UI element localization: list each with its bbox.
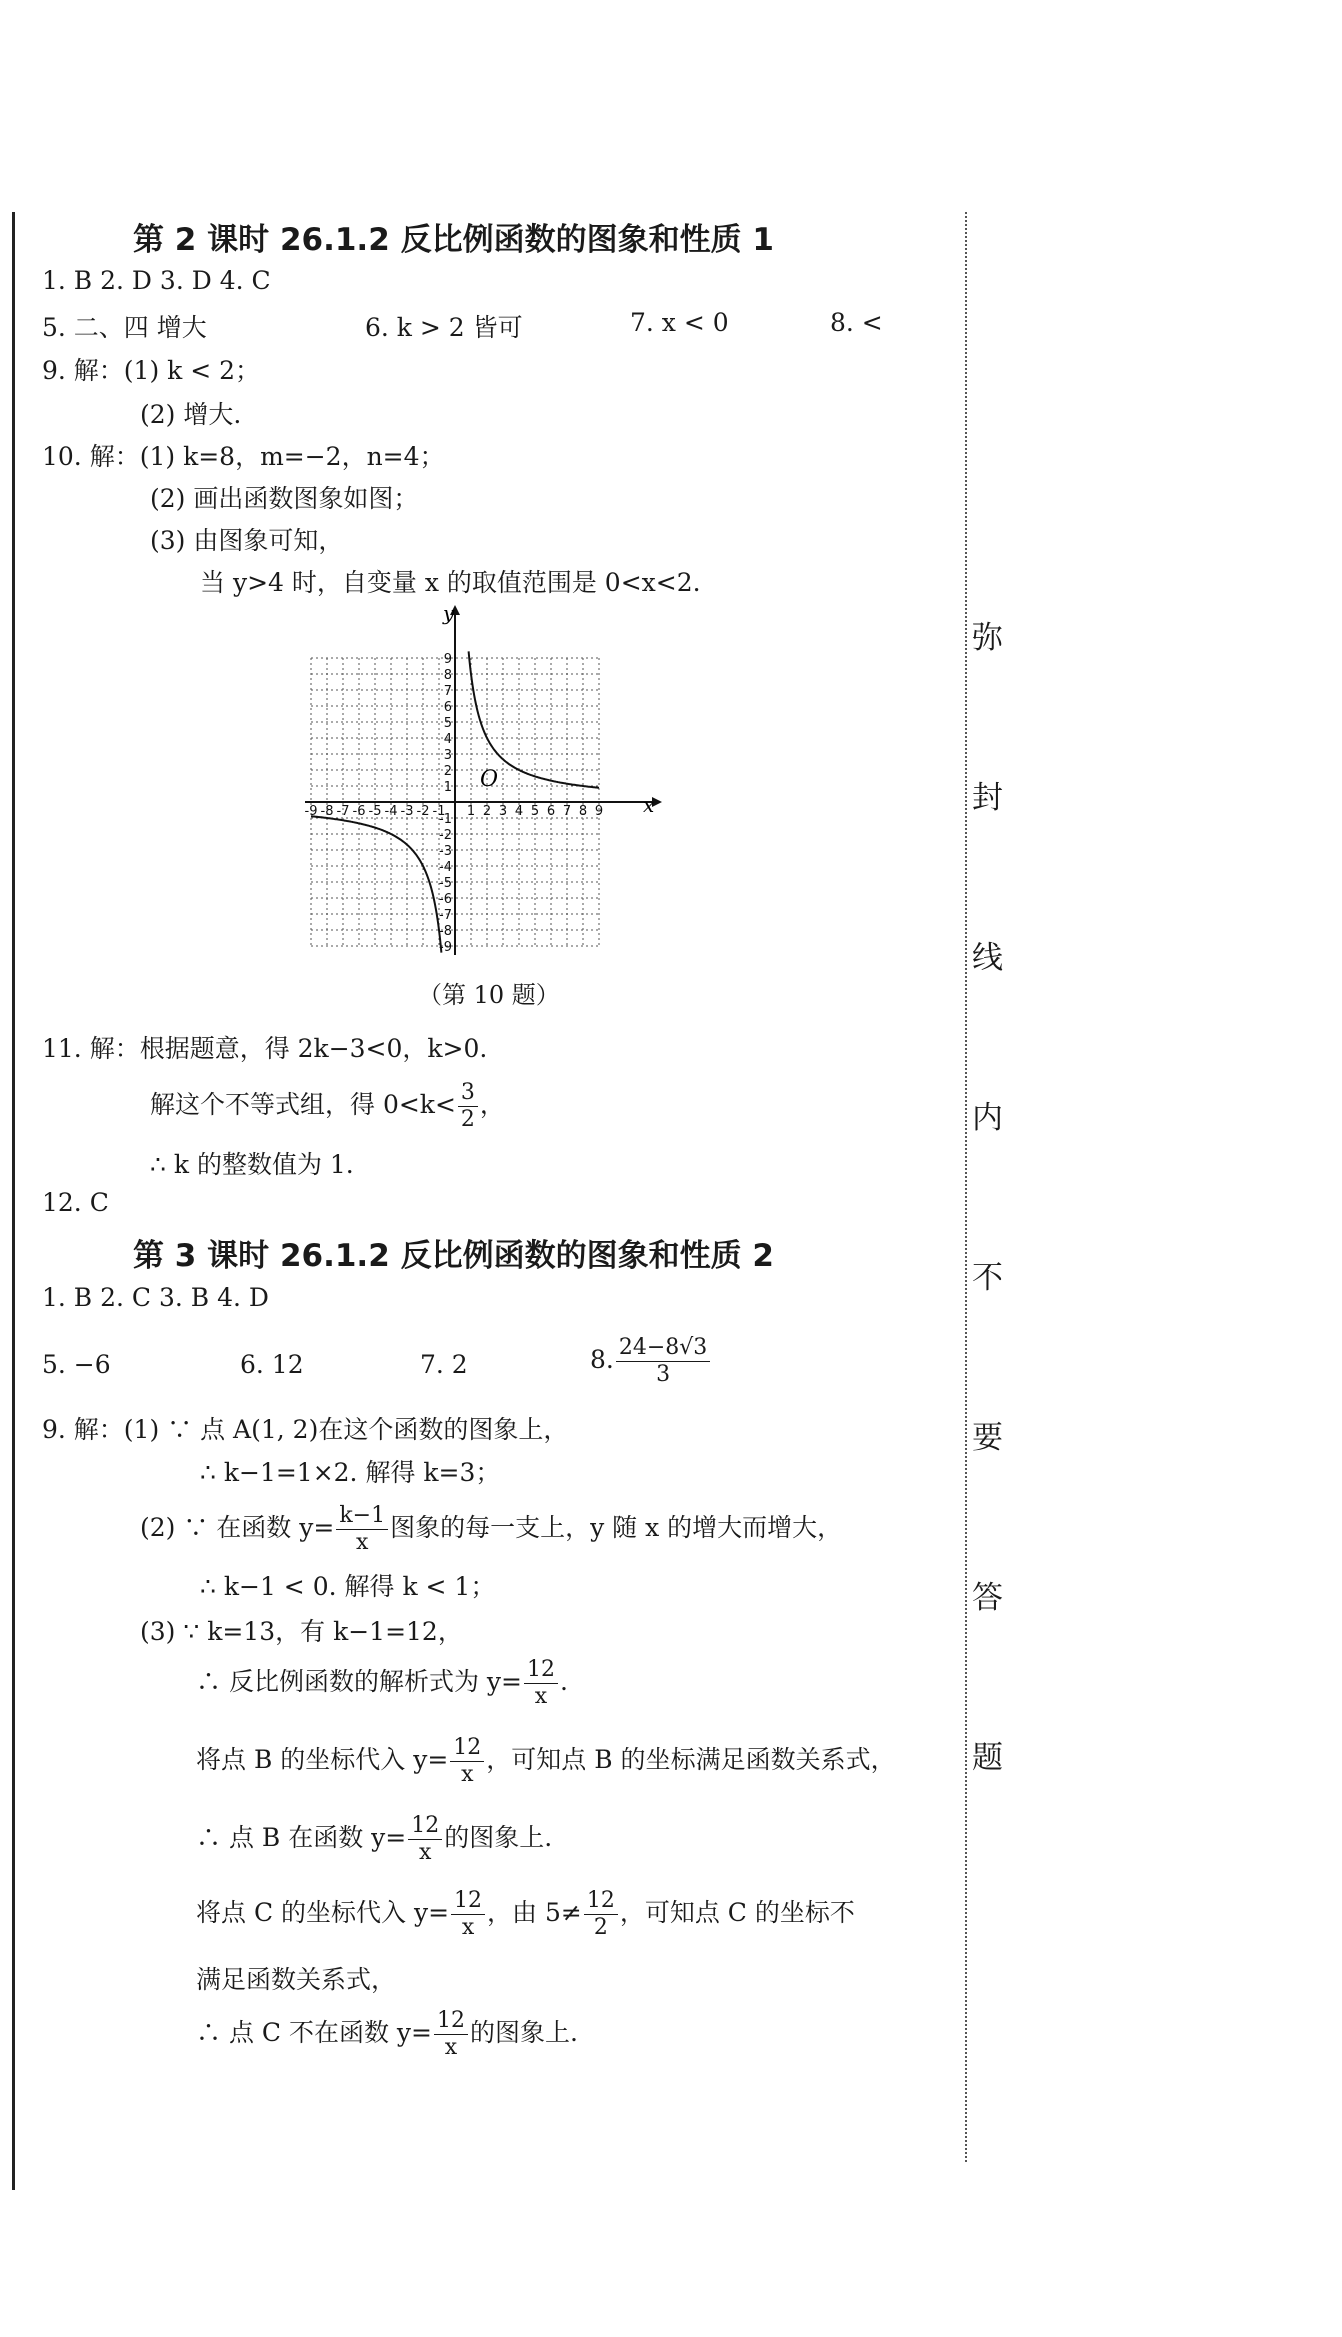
s2-q9-line6 [196,1657,568,1710]
s2-q9-line4: ∴ k−1 < 0. 解得 k < 1； [200,1572,496,1601]
s2-q9-line11-pre: ∴ 点 C 不在函数 y= [196,2018,432,2047]
reciprocal-function-graph [300,600,670,965]
q11-comma: ， [479,1090,505,1119]
y-tick-label: 6 [443,700,452,715]
x-tick-label: 1 [466,804,476,819]
x-tick-label: -4 [384,804,398,819]
y-tick-label: -1 [439,812,452,827]
x-tick-label: 5 [530,804,540,819]
x-tick-label: 9 [594,804,604,819]
s2-q9-line8-post: 的图象上. [444,1823,553,1852]
s2-q9-part3: (3) ∵ k=13，有 k−1=12， [140,1617,463,1646]
s2-answer-6: 6. 12 [240,1350,304,1379]
x-tick-label: -3 [400,804,414,819]
x-tick-label: 8 [578,804,588,819]
side-char-2: 封 [972,780,1003,816]
s2-q9-line9-post: ，可知点 C 的坐标不 [619,1898,855,1927]
side-char-5: 不 [972,1260,1003,1296]
x-tick-label: -8 [320,804,334,819]
s2-answer-7: 7. 2 [420,1350,468,1379]
s2-q9-line11 [196,2008,578,2061]
s2-q9-part2-pre: (2) ∵ 在函数 y= [140,1513,335,1542]
s2-q9-part1: 9. 解：(1) ∵ 点 A(1, 2)在这个函数的图象上， [42,1415,569,1444]
s2-q9-line6-num: 12 [524,1657,558,1684]
y-tick-label: -7 [439,908,452,923]
x-tick-label: -7 [336,804,350,819]
y-tick-label: 1 [443,780,452,795]
q11-text: 解这个不等式组，得 0<k< [150,1090,456,1119]
side-char-3: 线 [972,940,1003,976]
s2-q9-line6-fraction [524,1657,558,1710]
s2-q9-part2-num: k−1 [336,1503,388,1530]
s2-q9-line8 [196,1813,552,1866]
y-tick-label: -8 [439,924,452,939]
s2-q9-line9-den1: x [461,1915,475,1940]
q10-answer: 当 y>4 时，自变量 x 的取值范围是 0<x<2. [200,568,701,597]
x-tick-label: 7 [562,804,572,819]
x-tick-label: -9 [304,804,318,819]
s2-q9-line9-pre: 将点 C 的坐标代入 y= [196,1898,450,1927]
s2-q9-part2-fraction [336,1503,388,1556]
y-tick-label: 2 [443,764,452,779]
y-axis-label: y [443,601,455,625]
y-tick-label: -4 [439,860,452,875]
x-tick-label: -2 [416,804,430,819]
s2-q9-line7-post: ，可知点 B 的坐标满足函数关系式， [486,1745,896,1774]
s2-answers-1-4: 1. B 2. C 3. B 4. D [42,1283,269,1312]
s2-q9-part2-post: 图象的每一支上，y 随 x 的增大而增大， [390,1513,843,1542]
x-tick-label: -5 [368,804,382,819]
s2-q9-line9 [196,1888,855,1941]
y-tick-label: -3 [439,844,452,859]
s2-q9-line9-fraction2 [584,1888,618,1941]
s2-q9-line11-num: 12 [434,2008,468,2035]
s2-answer-5: 5. −6 [42,1350,111,1379]
s2-q9-line7-pre: 将点 B 的坐标代入 y= [196,1745,449,1774]
s2-q9-line6-den: x [534,1684,548,1709]
s2-q9-line7-num: 12 [450,1735,484,1762]
s2-q9-line11-fraction [434,2008,468,2061]
s2-q9-line6-post: . [559,1667,568,1696]
q11-fraction [458,1080,478,1133]
q10-part1: 10. 解：(1) k=8，m=−2，n=4； [42,442,445,471]
y-tick-label: 3 [443,748,452,763]
s2-answer-8-num: 24−8√3 [616,1335,710,1362]
x-tick-label: 2 [482,804,492,819]
s2-q9-line8-fraction [408,1813,442,1866]
section-title-2: 第 3 课时 26.1.2 反比例函数的图象和性质 2 [133,1238,774,1274]
s2-q9-line9-num2: 12 [584,1888,618,1915]
s2-q9-line8-pre: ∴ 点 B 在函数 y= [196,1823,407,1852]
s2-q9-line9-fraction1 [451,1888,485,1941]
q11-denominator: 2 [460,1107,475,1132]
q11-part2 [150,1080,505,1133]
hyperbola-branch-q3 [311,816,441,952]
q10-part3: (3) 由图象可知， [150,526,344,555]
s2-q9-line7 [196,1735,896,1788]
x-axis-label: x [643,793,655,817]
y-tick-label: 9 [443,652,452,667]
s2-q9-line9-mid: ，由 5≠ [487,1898,582,1927]
s2-q9-line9-num1: 12 [451,1888,485,1915]
q11-part1: 11. 解：根据题意，得 2k−3<0，k>0. [42,1034,488,1063]
s2-answer-8-label: 8. [590,1345,614,1374]
s2-q9-part2 [140,1503,842,1556]
s2-q9-line10: 满足函数关系式， [196,1965,397,1994]
q11-numerator: 3 [458,1080,478,1107]
section-title-1: 第 2 课时 26.1.2 反比例函数的图象和性质 1 [133,222,774,258]
y-tick-label: -9 [439,940,452,955]
s2-q9-line8-den: x [419,1840,432,1865]
s2-q9-part2-den: x [356,1530,369,1555]
q10-part2: (2) 画出函数图象如图； [150,484,419,513]
origin-label: O [480,767,499,792]
s2-q9-line9-den2: 2 [593,1915,608,1940]
y-tick-label: -6 [439,892,452,907]
s2-q9-line7-den: x [461,1762,474,1787]
q9-part1: 9. 解：(1) k < 2； [42,356,261,385]
s2-answer-8 [590,1335,712,1388]
s2-q9-line11-den: x [444,2035,458,2060]
y-tick-label: 4 [443,732,452,747]
q11-conclusion: ∴ k 的整数值为 1. [150,1150,354,1179]
s2-q9-line6-pre: ∴ 反比例函数的解析式为 y= [196,1667,522,1696]
answer-5: 5. 二、四 增大 [42,313,207,342]
y-tick-label: -5 [439,876,452,891]
x-tick-label: 6 [546,804,556,819]
x-tick-label: -1 [432,804,446,819]
s2-q9-line11-post: 的图象上. [470,2018,578,2047]
y-tick-label: 5 [443,716,452,731]
side-char-8: 题 [972,1740,1003,1776]
answer-8: 8. < [830,308,883,337]
x-tick-label: 3 [498,804,508,819]
y-tick-label: -2 [439,828,452,843]
s2-answer-8-fraction [616,1335,710,1388]
x-tick-label: 4 [514,804,524,819]
side-char-6: 要 [972,1420,1003,1456]
s2-q9-line7-fraction [450,1735,484,1788]
side-char-1: 弥 [972,620,1003,656]
side-char-4: 内 [972,1100,1003,1136]
figure-caption: （第 10 题） [418,981,560,1009]
side-char-7: 答 [972,1580,1003,1616]
y-tick-label: 8 [443,668,452,683]
s2-answer-8-den: 3 [656,1362,671,1387]
seal-dotted-line [965,212,967,2162]
answer-12: 12. C [42,1188,109,1217]
y-tick-label: 7 [443,684,452,699]
left-margin-rule [12,212,15,2190]
x-tick-label: -6 [352,804,366,819]
answer-7: 7. x < 0 [630,308,729,337]
s2-q9-line2: ∴ k−1=1×2. 解得 k=3； [200,1458,501,1487]
s2-q9-line8-num: 12 [408,1813,442,1840]
answers-1-4: 1. B 2. D 3. D 4. C [42,266,271,295]
answer-6: 6. k > 2 皆可 [365,313,523,342]
q9-part2: (2) 增大. [140,400,242,429]
